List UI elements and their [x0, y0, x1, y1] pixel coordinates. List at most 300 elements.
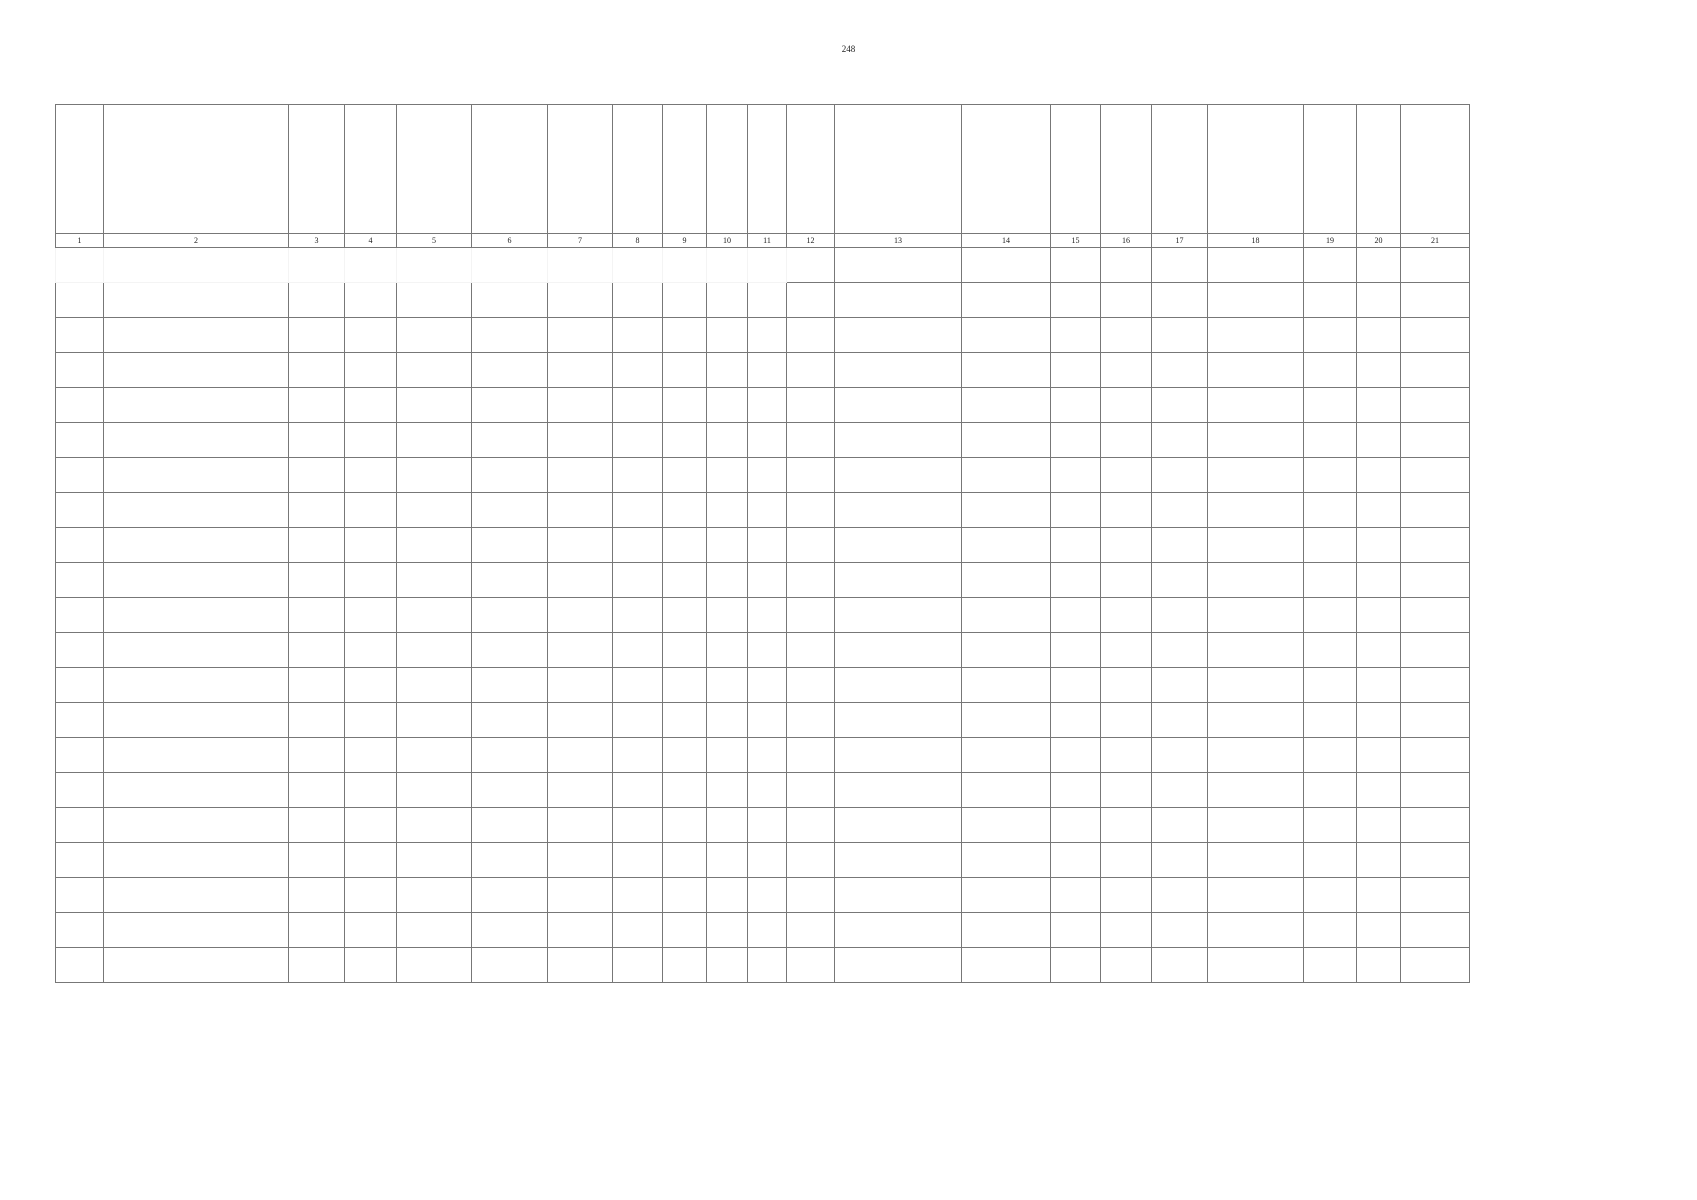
table-cell — [707, 738, 748, 773]
table-cell — [345, 528, 397, 563]
table-cell — [962, 388, 1051, 423]
table-cell — [1208, 388, 1304, 423]
table-cell — [104, 388, 289, 423]
table-cell — [397, 633, 472, 668]
table-cell — [56, 388, 104, 423]
table-cell — [962, 913, 1051, 948]
table-cell — [1304, 423, 1357, 458]
table-cell — [1101, 878, 1152, 913]
table-cell — [787, 913, 835, 948]
table-cell — [289, 808, 345, 843]
table-cell — [1304, 913, 1357, 948]
table-cell — [613, 913, 663, 948]
table-cell — [1051, 808, 1101, 843]
column-number: 20 — [1357, 234, 1401, 248]
table-cell — [56, 423, 104, 458]
table-cell — [1152, 528, 1208, 563]
table-cell — [289, 598, 345, 633]
table-cell — [1152, 353, 1208, 388]
table-row — [56, 668, 1470, 703]
table-cell — [1051, 563, 1101, 598]
table-cell — [472, 388, 548, 423]
table-cell — [835, 738, 962, 773]
table-cell — [1051, 633, 1101, 668]
table-cell — [472, 703, 548, 738]
header-cell — [707, 105, 748, 234]
table-cell — [1051, 248, 1101, 283]
table-row — [56, 773, 1470, 808]
table-cell — [1357, 948, 1401, 983]
table-cell — [289, 703, 345, 738]
table-cell — [787, 773, 835, 808]
table-cell — [1152, 633, 1208, 668]
table-cell — [1304, 668, 1357, 703]
table-cell — [748, 493, 787, 528]
table-row — [56, 878, 1470, 913]
table-cell — [787, 388, 835, 423]
table-cell — [1152, 248, 1208, 283]
table-cell — [1401, 353, 1470, 388]
column-number: 19 — [1304, 234, 1357, 248]
table-cell — [345, 248, 397, 283]
table-cell — [1208, 318, 1304, 353]
table-cell — [289, 528, 345, 563]
table-cell — [289, 423, 345, 458]
table-cell — [663, 283, 707, 318]
table-cell — [1208, 493, 1304, 528]
table-cell — [397, 423, 472, 458]
table-cell — [472, 353, 548, 388]
table-cell — [1357, 563, 1401, 598]
header-cell — [1051, 105, 1101, 234]
table-cell — [613, 388, 663, 423]
table-cell — [1304, 878, 1357, 913]
table-cell — [397, 668, 472, 703]
table-cell — [397, 598, 472, 633]
table-cell — [1357, 633, 1401, 668]
table-cell — [472, 633, 548, 668]
table-cell — [548, 353, 613, 388]
table-cell — [1101, 528, 1152, 563]
table-cell — [707, 843, 748, 878]
table-cell — [472, 458, 548, 493]
table-cell — [104, 703, 289, 738]
table-cell — [1208, 458, 1304, 493]
table-cell — [835, 248, 962, 283]
table-cell — [1101, 493, 1152, 528]
table-cell — [1051, 493, 1101, 528]
table-cell — [1208, 913, 1304, 948]
table-cell — [1101, 738, 1152, 773]
table-cell — [1401, 773, 1470, 808]
table-cell — [397, 528, 472, 563]
table-cell — [663, 703, 707, 738]
table-cell — [663, 248, 707, 283]
table-cell — [663, 423, 707, 458]
table-cell — [56, 633, 104, 668]
column-number: 17 — [1152, 234, 1208, 248]
table-cell — [104, 878, 289, 913]
table-cell — [748, 248, 787, 283]
table-cell — [663, 773, 707, 808]
table-cell — [345, 458, 397, 493]
table-cell — [345, 738, 397, 773]
table-cell — [1304, 738, 1357, 773]
table-cell — [1101, 248, 1152, 283]
table-cell — [663, 948, 707, 983]
header-cell — [345, 105, 397, 234]
table-cell — [1401, 808, 1470, 843]
table-cell — [663, 808, 707, 843]
table-cell — [1152, 773, 1208, 808]
table-cell — [707, 388, 748, 423]
table-cell — [787, 668, 835, 703]
table-cell — [1152, 458, 1208, 493]
header-cell — [1401, 105, 1470, 234]
table-cell — [1152, 668, 1208, 703]
table-cell — [104, 668, 289, 703]
table-cell — [835, 388, 962, 423]
table-cell — [1357, 878, 1401, 913]
table-cell — [289, 668, 345, 703]
table-cell — [962, 773, 1051, 808]
header-cell — [748, 105, 787, 234]
table-cell — [289, 738, 345, 773]
table-cell — [835, 528, 962, 563]
table-row — [56, 948, 1470, 983]
table-cell — [663, 633, 707, 668]
table-cell — [707, 563, 748, 598]
table-cell — [345, 318, 397, 353]
table-cell — [962, 318, 1051, 353]
table-cell — [1152, 598, 1208, 633]
table-cell — [1101, 773, 1152, 808]
table-cell — [1401, 458, 1470, 493]
table-cell — [289, 948, 345, 983]
table-cell — [962, 948, 1051, 983]
table-cell — [748, 913, 787, 948]
table-cell — [613, 353, 663, 388]
table-cell — [787, 563, 835, 598]
table-cell — [748, 283, 787, 318]
table-cell — [548, 528, 613, 563]
table-cell — [835, 458, 962, 493]
table-cell — [1401, 423, 1470, 458]
table-cell — [962, 843, 1051, 878]
table-cell — [748, 528, 787, 563]
table-cell — [548, 703, 613, 738]
table-cell — [835, 633, 962, 668]
table-cell — [1101, 633, 1152, 668]
table-cell — [748, 353, 787, 388]
header-cell — [663, 105, 707, 234]
table-cell — [613, 423, 663, 458]
table-cell — [787, 808, 835, 843]
table-cell — [748, 318, 787, 353]
table-cell — [787, 878, 835, 913]
table-cell — [663, 318, 707, 353]
table-cell — [548, 808, 613, 843]
table-cell — [1051, 668, 1101, 703]
table-cell — [962, 738, 1051, 773]
column-number: 1 — [56, 234, 104, 248]
table-cell — [1304, 528, 1357, 563]
table-cell — [397, 318, 472, 353]
table-cell — [397, 843, 472, 878]
table-cell — [104, 948, 289, 983]
table-cell — [787, 493, 835, 528]
table-cell — [748, 703, 787, 738]
table-cell — [707, 633, 748, 668]
table-cell — [787, 353, 835, 388]
table-cell — [1101, 318, 1152, 353]
table-cell — [345, 773, 397, 808]
table-cell — [548, 948, 613, 983]
table-cell — [345, 353, 397, 388]
table-cell — [835, 948, 962, 983]
table-cell — [1152, 493, 1208, 528]
table-cell — [1401, 668, 1470, 703]
table-cell — [1304, 248, 1357, 283]
table-cell — [289, 458, 345, 493]
table-cell — [472, 948, 548, 983]
table-cell — [613, 668, 663, 703]
table-cell — [613, 703, 663, 738]
table-cell — [345, 668, 397, 703]
column-number: 13 — [835, 234, 962, 248]
table-cell — [1401, 493, 1470, 528]
table-cell — [548, 773, 613, 808]
table-cell — [663, 668, 707, 703]
table-cell — [1101, 458, 1152, 493]
table-cell — [548, 493, 613, 528]
table-cell — [289, 493, 345, 528]
column-number: 18 — [1208, 234, 1304, 248]
table-cell — [397, 563, 472, 598]
table-cell — [472, 808, 548, 843]
table-cell — [748, 878, 787, 913]
table-cell — [748, 563, 787, 598]
table-cell — [1401, 948, 1470, 983]
table-cell — [787, 248, 835, 283]
table-cell — [663, 913, 707, 948]
table-cell — [1357, 353, 1401, 388]
table-cell — [962, 633, 1051, 668]
table-cell — [707, 458, 748, 493]
table-cell — [1401, 703, 1470, 738]
table-cell — [397, 703, 472, 738]
table-cell — [1051, 423, 1101, 458]
table-cell — [548, 283, 613, 318]
table-cell — [1152, 738, 1208, 773]
table-cell — [56, 318, 104, 353]
table-cell — [1152, 808, 1208, 843]
table-cell — [748, 948, 787, 983]
table-cell — [56, 493, 104, 528]
table-cell — [345, 423, 397, 458]
table-cell — [1051, 388, 1101, 423]
table-cell — [472, 878, 548, 913]
header-cell — [835, 105, 962, 234]
table-cell — [1051, 703, 1101, 738]
table-cell — [1051, 318, 1101, 353]
table-cell — [104, 738, 289, 773]
table-cell — [289, 283, 345, 318]
table-cell — [613, 843, 663, 878]
table-cell — [397, 948, 472, 983]
table-cell — [1101, 423, 1152, 458]
table-cell — [962, 423, 1051, 458]
table-cell — [1304, 703, 1357, 738]
table-cell — [472, 913, 548, 948]
table-cell — [962, 598, 1051, 633]
table-cell — [1357, 598, 1401, 633]
table-cell — [1304, 563, 1357, 598]
column-number: 10 — [707, 234, 748, 248]
table-cell — [1401, 598, 1470, 633]
table-cell — [1357, 808, 1401, 843]
table-cell — [56, 703, 104, 738]
table-cell — [1152, 878, 1208, 913]
table-cell — [707, 948, 748, 983]
table-cell — [1357, 423, 1401, 458]
table-cell — [289, 878, 345, 913]
table-row — [56, 423, 1470, 458]
table-cell — [472, 248, 548, 283]
table-cell — [1101, 913, 1152, 948]
table-cell — [104, 353, 289, 388]
table-cell — [472, 668, 548, 703]
table-cell — [1051, 598, 1101, 633]
table-cell — [289, 913, 345, 948]
table-cell — [835, 913, 962, 948]
table-cell — [56, 878, 104, 913]
table-cell — [548, 668, 613, 703]
table-cell — [835, 843, 962, 878]
table-cell — [707, 773, 748, 808]
table-cell — [663, 458, 707, 493]
table-cell — [787, 423, 835, 458]
table-cell — [289, 843, 345, 878]
table-cell — [748, 668, 787, 703]
table-cell — [104, 248, 289, 283]
table-cell — [613, 528, 663, 563]
table-row — [56, 738, 1470, 773]
table-cell — [835, 283, 962, 318]
table-cell — [56, 668, 104, 703]
table-cell — [104, 633, 289, 668]
table-cell — [663, 563, 707, 598]
table-cell — [613, 808, 663, 843]
table-cell — [472, 563, 548, 598]
table-row — [56, 598, 1470, 633]
table-cell — [1208, 248, 1304, 283]
table-cell — [707, 353, 748, 388]
table-cell — [1357, 703, 1401, 738]
table-cell — [104, 283, 289, 318]
column-number: 14 — [962, 234, 1051, 248]
table-cell — [962, 563, 1051, 598]
table-cell — [962, 878, 1051, 913]
table-cell — [835, 423, 962, 458]
table-cell — [56, 283, 104, 318]
table-cell — [962, 283, 1051, 318]
table-cell — [962, 528, 1051, 563]
table-cell — [787, 703, 835, 738]
table-cell — [1152, 388, 1208, 423]
table-cell — [663, 528, 707, 563]
table-cell — [613, 878, 663, 913]
table-cell — [345, 283, 397, 318]
table-cell — [1101, 948, 1152, 983]
table-cell — [1152, 318, 1208, 353]
table-cell — [1401, 913, 1470, 948]
table-cell — [613, 633, 663, 668]
table-cell — [613, 248, 663, 283]
table-cell — [1208, 738, 1304, 773]
column-number: 21 — [1401, 234, 1470, 248]
table-cell — [548, 913, 613, 948]
table-cell — [962, 353, 1051, 388]
table-cell — [1401, 563, 1470, 598]
table-cell — [1208, 423, 1304, 458]
table-cell — [707, 808, 748, 843]
table-cell — [1051, 458, 1101, 493]
table-cell — [1401, 283, 1470, 318]
table-cell — [1051, 773, 1101, 808]
table-cell — [663, 738, 707, 773]
table-cell — [1051, 843, 1101, 878]
table-cell — [1208, 878, 1304, 913]
table-cell — [663, 353, 707, 388]
table-cell — [613, 458, 663, 493]
table-cell — [472, 738, 548, 773]
table-cell — [345, 808, 397, 843]
table-row — [56, 318, 1470, 353]
table-cell — [1401, 738, 1470, 773]
table-cell — [1357, 248, 1401, 283]
table-row — [56, 808, 1470, 843]
table-cell — [1208, 353, 1304, 388]
table-cell — [1051, 528, 1101, 563]
table-cell — [345, 913, 397, 948]
table-cell — [835, 493, 962, 528]
table-cell — [1101, 843, 1152, 878]
table-cell — [104, 598, 289, 633]
table-cell — [748, 633, 787, 668]
table-cell — [835, 703, 962, 738]
table-cell — [1208, 598, 1304, 633]
table-cell — [397, 913, 472, 948]
table-cell — [1101, 703, 1152, 738]
table-cell — [1304, 493, 1357, 528]
table-cell — [345, 563, 397, 598]
column-number-row — [56, 234, 1470, 248]
table-cell — [787, 598, 835, 633]
table-cell — [707, 493, 748, 528]
table-cell — [345, 843, 397, 878]
table-cell — [289, 773, 345, 808]
table-cell — [1208, 283, 1304, 318]
table-cell — [1401, 878, 1470, 913]
table-cell — [613, 493, 663, 528]
table-cell — [1357, 458, 1401, 493]
table-row — [56, 703, 1470, 738]
column-number: 15 — [1051, 234, 1101, 248]
table-row — [56, 528, 1470, 563]
table-cell — [835, 878, 962, 913]
table-cell — [1304, 388, 1357, 423]
